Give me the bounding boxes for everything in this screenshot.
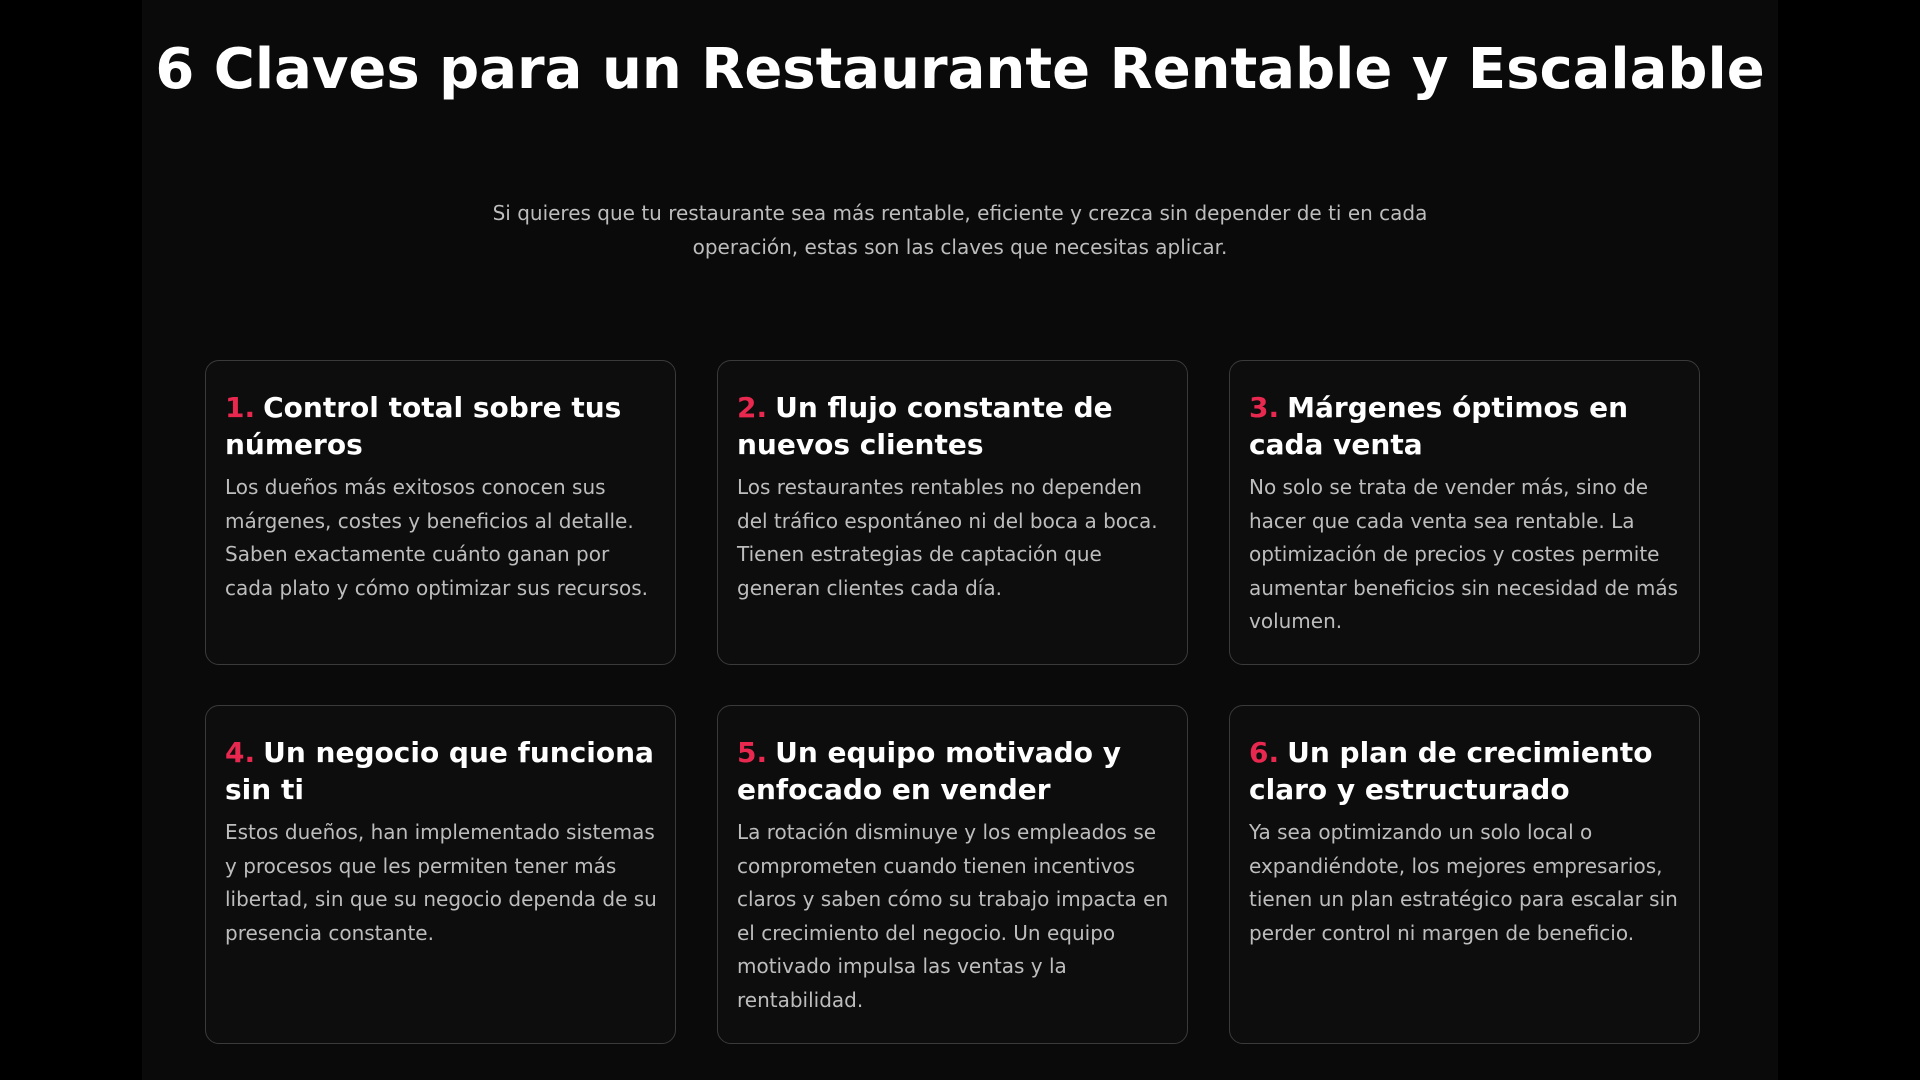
card-number: 4. <box>225 736 256 769</box>
card-number: 3. <box>1249 391 1280 424</box>
card-title-text: Un equipo motivado y enfocado en vender <box>737 736 1121 806</box>
card-2 <box>717 360 1188 665</box>
card-title-text: Control total sobre tus números <box>225 391 622 461</box>
card-description: Estos dueños, han implementado sistemas y procesos que les permiten tener más libertad, sin que su negocio dependa de su presencia constante. <box>225 820 657 945</box>
card-description: No solo se trata de vender más, sino de hacer que cada venta sea rentable. La optimización de precios y costes permite aumentar beneficios sin necesidad de más volumen. <box>1249 475 1679 634</box>
card-number: 1. <box>225 391 256 424</box>
card-title-text: Un negocio que funciona sin ti <box>225 736 654 806</box>
card-title-text: Un plan de crecimiento claro y estructurado <box>1249 736 1653 806</box>
card-title <box>737 734 1169 808</box>
card-title <box>225 734 657 808</box>
card-number: 6. <box>1249 736 1280 769</box>
page-title: 6 Claves para un Restaurante Rentable y Escalable <box>155 37 1765 102</box>
card-number: 5. <box>737 736 768 769</box>
card-number: 2. <box>737 391 768 424</box>
card-6 <box>1229 705 1700 1044</box>
card-title-text: Márgenes óptimos en cada venta <box>1249 391 1629 461</box>
card-5 <box>717 705 1188 1044</box>
card-title <box>1249 734 1681 808</box>
card-1 <box>205 360 676 665</box>
card-title <box>1249 389 1681 463</box>
card-title-text: Un flujo constante de nuevos clientes <box>737 391 1113 461</box>
card-description: Ya sea optimizando un solo local o expandiéndote, los mejores empresarios, tienen un plan estratégico para escalar sin perder control ni margen de beneficio. <box>1249 820 1678 945</box>
card-3 <box>1229 360 1700 665</box>
card-title <box>737 389 1169 463</box>
page-section <box>142 0 1778 1080</box>
card-description: La rotación disminuye y los empleados se comprometen cuando tienen incentivos claros y saben cómo su trabajo impacta en el crecimiento del negocio. Un equipo motivado impulsa las ventas y la rentabilidad. <box>737 820 1169 1012</box>
page-subtitle: Si quieres que tu restaurante sea más rentable, eficiente y crezca sin depender de ti en cada operación, estas son las claves que necesitas aplicar. <box>492 201 1428 259</box>
card-description: Los restaurantes rentables no dependen del tráfico espontáneo ni del boca a boca. Tienen estrategias de captación que generan clientes cada día. <box>737 475 1158 600</box>
card-4 <box>205 705 676 1044</box>
card-title <box>225 389 657 463</box>
card-description: Los dueños más exitosos conocen sus márgenes, costes y beneficios al detalle. Saben exactamente cuánto ganan por cada plato y cómo optimizar sus recursos. <box>225 475 648 600</box>
